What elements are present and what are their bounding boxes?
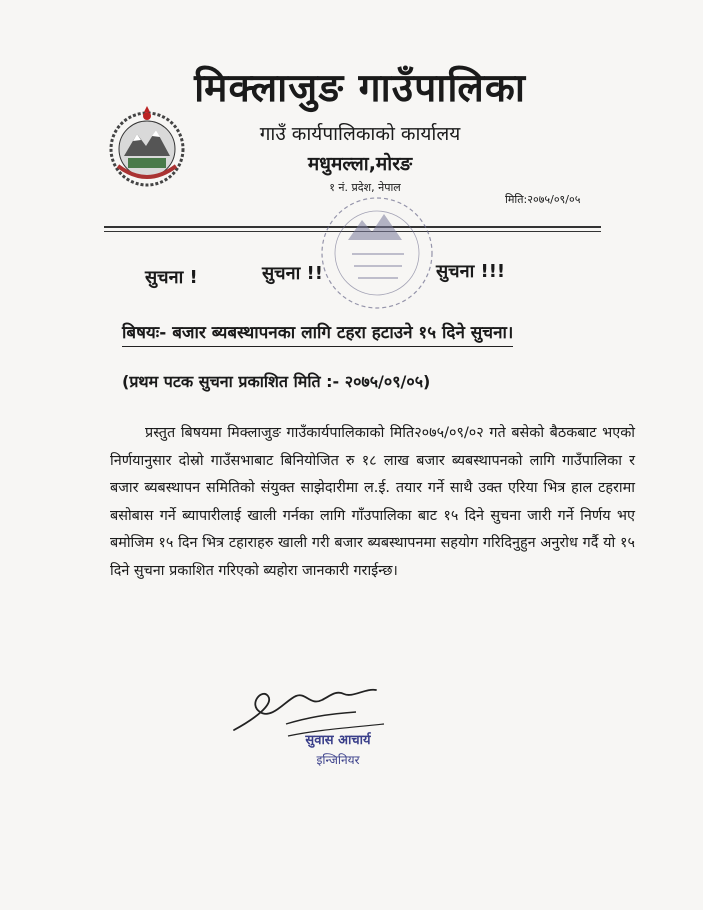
notice-subject: बिषयः- बजार ब्यबस्थापनका लागि टहरा हटाउने १५ दिने सुचना। [122, 321, 513, 347]
notice-heading-3: सुचना !!! [436, 261, 506, 282]
nepal-emblem-icon [104, 104, 190, 190]
signer-name: सुवास आचार्य [305, 733, 371, 748]
signer-title: इन्जिनियर [316, 753, 360, 767]
office-name: गाउँ कार्यपालिकाको कार्यालय [259, 123, 461, 145]
notice-body: प्रस्तुत बिषयमा मिक्लाजुङ गाउँकार्यपालिकाको मिति२०७५/०९/०२ गते बसेको बैठकबाट भएको निर्णयानुसार दोस्रो गाउँसभाबाट बिनियोजित रु १८ लाख बजार ब्यबस्थापनको लागि गाउँपालिका र बजार ब्यबस्थापन समितिको संयुक्त साझेदारीमा ल.ई. तयार गर्ने साथै उक्त एरिया भित्र हाल टहरामा बसोबास गर्ने ब्यापारीलाई खाली गर्नका लागि गाँउपालिका बाट १५ दिने सुचना जारी गर्ने निर्णय भए बमोजिम १५ दिन भित्र टहाराहरु खाली गरी बजार ब्यबस्थापनमा सहयोग गरिदिनुहुन अनुरोध गर्दै यो १५ दिने सुचना प्रकाशित गरिएको ब्यहोरा जानकारी गराईन्छ। [110, 425, 635, 579]
notice-heading-1: सुचना ! [145, 267, 198, 288]
office-address: मधुमल्ला,मोरङ [307, 153, 413, 175]
issue-date: मिति:२०७५/०९/०५ [505, 193, 581, 206]
office-stamp-icon [318, 194, 436, 312]
notice-heading-2: सुचना !! [262, 263, 323, 284]
publication-date: (प्रथम पटक सुचना प्रकाशित मिति :- २०७५/०९/०५) [122, 372, 431, 391]
org-name: मिक्लाजुङ गाउँपालिका [194, 66, 526, 111]
province: १ नं. प्रदेश, नेपाल [329, 181, 401, 194]
